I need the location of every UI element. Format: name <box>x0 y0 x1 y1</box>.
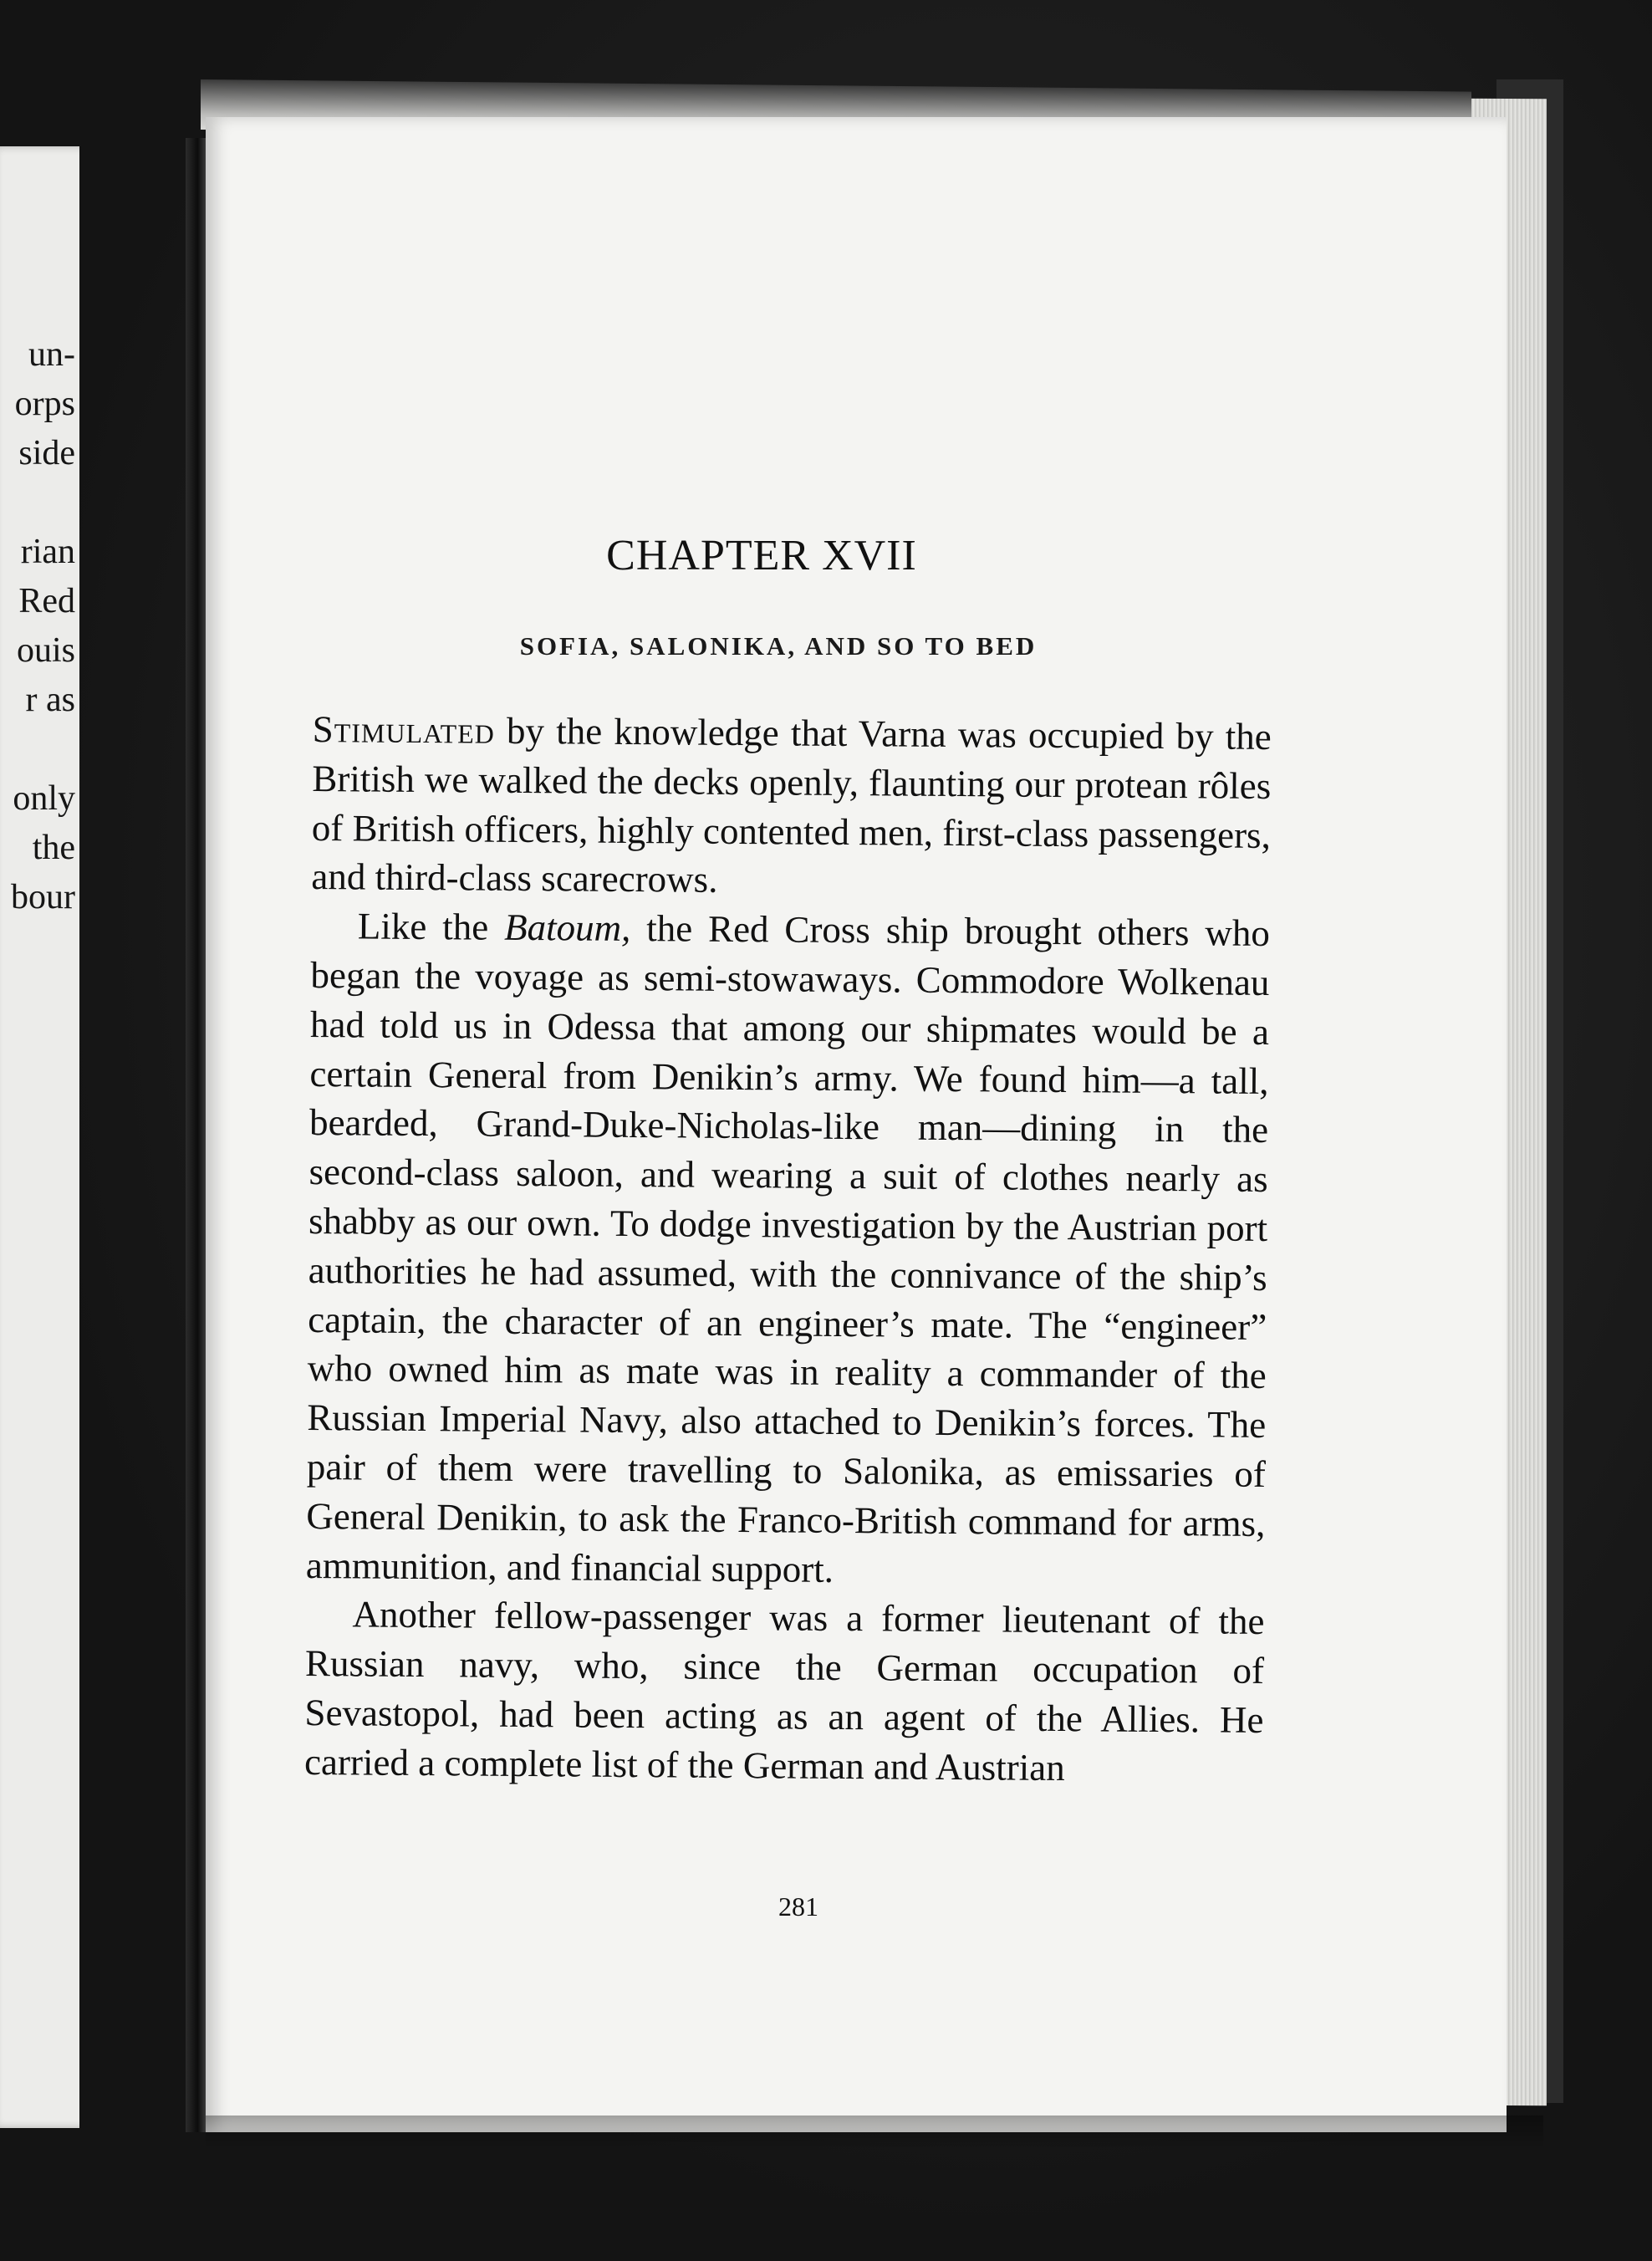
page-bottom-shadow <box>206 2116 1543 2149</box>
paragraph-text: by the knowledge that Varna was occupied by the British we walked the decks openly, flaunting our protean rôles of British officers, highly contented men, first-class passengers, and third-class scarecrows. <box>311 709 1272 901</box>
left-fragment: Red <box>18 582 75 620</box>
left-fragment: side <box>18 434 75 472</box>
chapter-subtitle: SOFIA, SALONIKA, AND SO TO BED <box>519 631 1038 661</box>
paragraph-text: the Red Cross ship brought others who began the voyage as semi-stowaways. Commodore Wolkenau had told us in Odessa that among our shipmates would be a certain General from Denikin’s army. We found him—a tall, bearded, Grand-Duke-Nicholas-like man—dining in the second-class saloon, and wearing a suit of clothes nearly as shabby as our own. To dodge investigation by the Austrian port authorities he had assumed, with the connivance of the ship’s captain, the character of an engineer’s mate. The “engineer” who owned him as mate was in reality a commander of the Russian Imperial Navy, also attached to Denikin’s forces. The pair of them were travelling to Salonika, as emissaries of General Denikin, to ask the Franco-British command for arms, ammunition, and financial support. <box>305 907 1271 1590</box>
left-page-text <box>0 330 75 922</box>
left-fragment: ouis <box>16 631 75 670</box>
left-blank-line <box>0 725 75 774</box>
left-blank-line <box>0 478 75 528</box>
left-page-clip <box>0 0 79 2261</box>
ship-name-italic: Batoum, <box>503 906 631 950</box>
left-fragment: only <box>13 779 75 818</box>
left-fragment: r as <box>25 681 75 719</box>
book-gutter <box>186 138 206 2132</box>
chapter-title: CHAPTER XVII <box>606 532 917 579</box>
left-fragment: orps <box>14 385 75 423</box>
paragraph-1 <box>311 705 1272 909</box>
paragraph-text: Like the <box>357 905 505 948</box>
paragraph-2 <box>306 901 1270 1597</box>
paragraph-3: Another fellow-passenger was a former lieutenant of the Russian navy, who, since the German occupation of Sevastopol, had been acting as an agent of the Allies. He carried a complete list of the German and Austrian <box>303 1593 1265 1789</box>
chapter-body <box>304 705 1272 1794</box>
drop-lead-word: Stimulated <box>312 707 496 752</box>
left-fragment: bour <box>11 878 75 916</box>
left-fragment: un- <box>28 335 75 374</box>
page-number: 281 <box>778 1891 818 1922</box>
left-fragment: rian <box>20 533 75 571</box>
left-fragment: the <box>32 829 75 867</box>
